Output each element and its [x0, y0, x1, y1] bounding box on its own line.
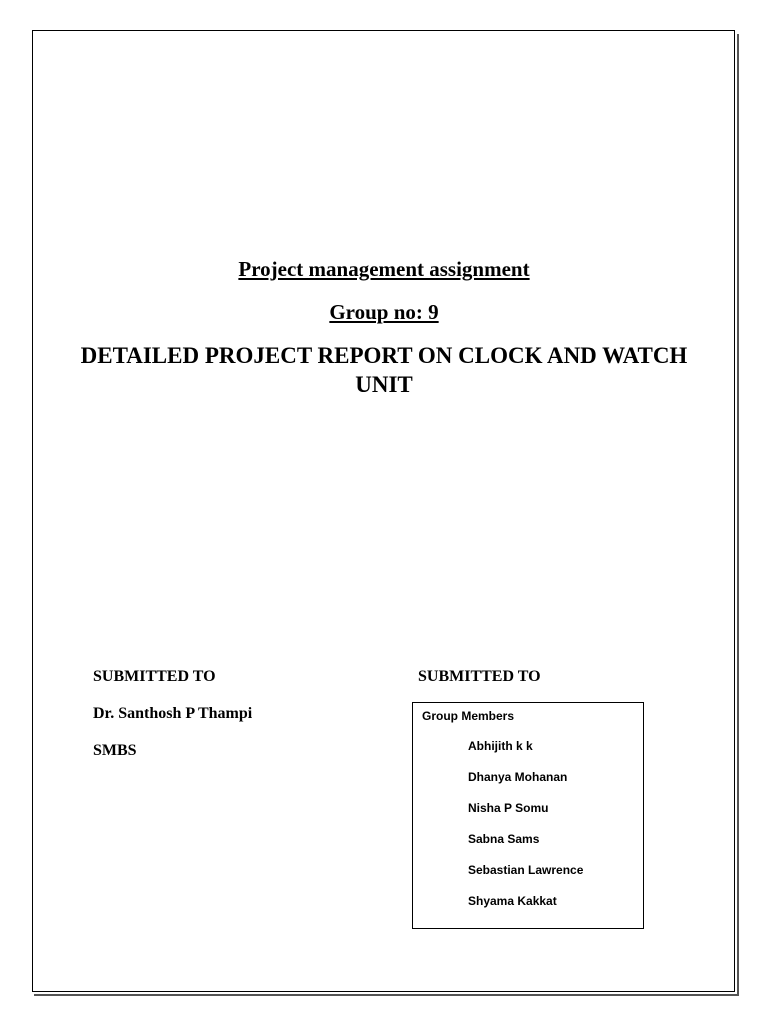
page-border-shadow-right: [737, 34, 739, 995]
member-name: Dhanya Mohanan: [468, 770, 568, 784]
institution-name: SMBS: [93, 742, 137, 759]
submitted-to-heading-right: SUBMITTED TO: [418, 668, 541, 685]
group-number: Group no: 9: [329, 300, 439, 324]
guide-name: Dr. Santhosh P Thampi: [93, 705, 253, 722]
group-members-box: [412, 702, 644, 929]
submitted-to-heading-left: SUBMITTED TO: [93, 668, 216, 685]
group-members-list: [468, 739, 583, 925]
member-name: Abhijith k k: [468, 739, 533, 753]
group-members-heading: Group Members: [422, 709, 515, 723]
member-name: Shyama Kakkat: [468, 894, 557, 908]
assignment-title: Project management assignment: [238, 257, 530, 281]
member-name: Nisha P Somu: [468, 801, 549, 815]
page-border-shadow-bottom: [34, 994, 739, 996]
member-name: Sebastian Lawrence: [468, 863, 584, 877]
member-name: Sabna Sams: [468, 832, 540, 846]
report-title: DETAILED PROJECT REPORT ON CLOCK AND WATCH UNIT: [80, 343, 688, 397]
